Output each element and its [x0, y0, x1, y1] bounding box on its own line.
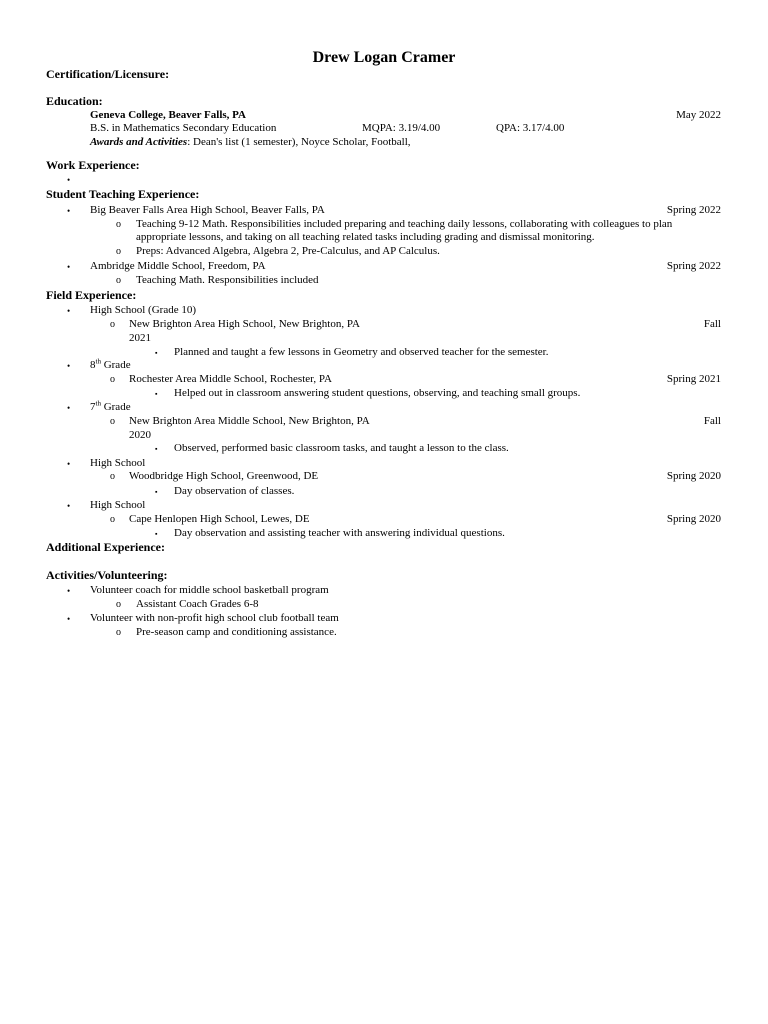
square-marker: ▪: [155, 488, 158, 496]
field-place: Cape Henlopen High School, Lewes, DE: [129, 513, 310, 525]
field-date: Fall: [703, 318, 721, 330]
field-detail: Day observation of classes.: [174, 485, 295, 497]
field-place: Rochester Area Middle School, Rochester, PA: [129, 373, 332, 385]
field-date: Spring 2020: [666, 513, 721, 525]
bullet-marker: •: [67, 306, 71, 316]
education-mqpa: MQPA: 3.19/4.00: [362, 122, 441, 134]
field-detail: Day observation and assisting teacher with answering individual questions.: [174, 527, 505, 539]
bullet-marker: •: [67, 614, 71, 624]
field-date: Spring 2021: [666, 373, 721, 385]
bullet-marker: •: [67, 175, 71, 185]
bullet-marker: •: [67, 403, 71, 413]
circle-marker: o: [116, 219, 121, 230]
circle-marker: o: [116, 246, 121, 257]
bullet-marker: •: [67, 262, 71, 272]
student-teaching-detail: Teaching 9-12 Math. Responsibilities included preparing and teaching daily lessons, collaborating with colleagues to plan appropriate lessons, and taking on all teaching related tasks including grading and dismissal monitoring.: [136, 218, 673, 243]
circle-marker: o: [110, 374, 115, 385]
circle-marker: o: [110, 514, 115, 525]
activity-item: Volunteer with non-profit high school club football team: [90, 612, 339, 624]
awards-label: Awards and Activities: [90, 136, 188, 148]
bullet-marker: •: [67, 586, 71, 596]
education-school: Geneva College, Beaver Falls, PA: [90, 109, 247, 121]
field-place: New Brighton Area High School, New Brighton, PA: [129, 318, 360, 330]
field-date-year: 2020: [129, 429, 151, 441]
student-teaching-place: Big Beaver Falls Area High School, Beaver Falls, PA: [90, 204, 325, 216]
square-marker: ▪: [155, 445, 158, 453]
field-date: Fall: [703, 415, 721, 427]
field-heading: Field Experience:: [46, 288, 137, 302]
circle-marker: o: [110, 319, 115, 330]
circle-marker: o: [116, 599, 121, 610]
bullet-marker: •: [67, 206, 71, 216]
square-marker: ▪: [155, 349, 158, 357]
bullet-marker: •: [67, 459, 71, 469]
certification-heading: Certification/Licensure:: [46, 67, 170, 81]
field-date-year: 2021: [129, 332, 151, 344]
circle-marker: o: [116, 627, 121, 638]
field-level: High School: [90, 499, 146, 511]
field-place: New Brighton Area Middle School, New Brighton, PA: [129, 415, 370, 427]
square-marker: ▪: [155, 530, 158, 538]
work-heading: Work Experience:: [46, 158, 140, 172]
activities-heading: Activities/Volunteering:: [46, 568, 168, 582]
field-level: 7th Grade: [90, 399, 131, 413]
circle-marker: o: [110, 416, 115, 427]
field-level: 8th Grade: [90, 357, 131, 371]
activity-subitem: Pre-season camp and conditioning assistance.: [136, 626, 337, 638]
student-teaching-detail: Teaching Math. Responsibilities included: [136, 274, 319, 286]
field-place: Woodbridge High School, Greenwood, DE: [129, 470, 319, 482]
field-detail: Observed, performed basic classroom tasks, and taught a lesson to the class.: [174, 442, 509, 454]
student-teaching-place: Ambridge Middle School, Freedom, PA: [90, 260, 266, 272]
field-detail: Planned and taught a few lessons in Geometry and observed teacher for the semester.: [174, 346, 549, 358]
student-teaching-detail: Preps: Advanced Algebra, Algebra 2, Pre-Calculus, and AP Calculus.: [136, 245, 440, 257]
activity-subitem: Assistant Coach Grades 6-8: [136, 598, 259, 610]
circle-marker: o: [116, 275, 121, 286]
square-marker: ▪: [155, 390, 158, 398]
education-awards: [90, 136, 411, 149]
education-degree: B.S. in Mathematics Secondary Education: [90, 122, 277, 134]
field-date: Spring 2020: [666, 470, 721, 482]
student-teaching-date: Spring 2022: [666, 260, 721, 272]
education-date: May 2022: [676, 109, 721, 121]
field-level: High School (Grade 10): [90, 304, 197, 316]
additional-heading: Additional Experience:: [46, 540, 165, 554]
education-qpa: QPA: 3.17/4.00: [496, 122, 565, 134]
bullet-marker: •: [67, 361, 71, 371]
circle-marker: o: [110, 471, 115, 482]
awards-text: : Dean's list (1 semester), Noyce Scholar, Football,: [187, 136, 411, 148]
student-teaching-heading: Student Teaching Experience:: [46, 187, 200, 201]
education-heading: Education:: [46, 94, 103, 108]
resume-name: Drew Logan Cramer: [312, 49, 456, 66]
bullet-marker: •: [67, 501, 71, 511]
activity-item: Volunteer coach for middle school basketball program: [90, 584, 329, 596]
student-teaching-date: Spring 2022: [666, 204, 721, 216]
field-detail: Helped out in classroom answering student questions, observing, and teaching small groups.: [174, 387, 581, 399]
field-level: High School: [90, 457, 146, 469]
